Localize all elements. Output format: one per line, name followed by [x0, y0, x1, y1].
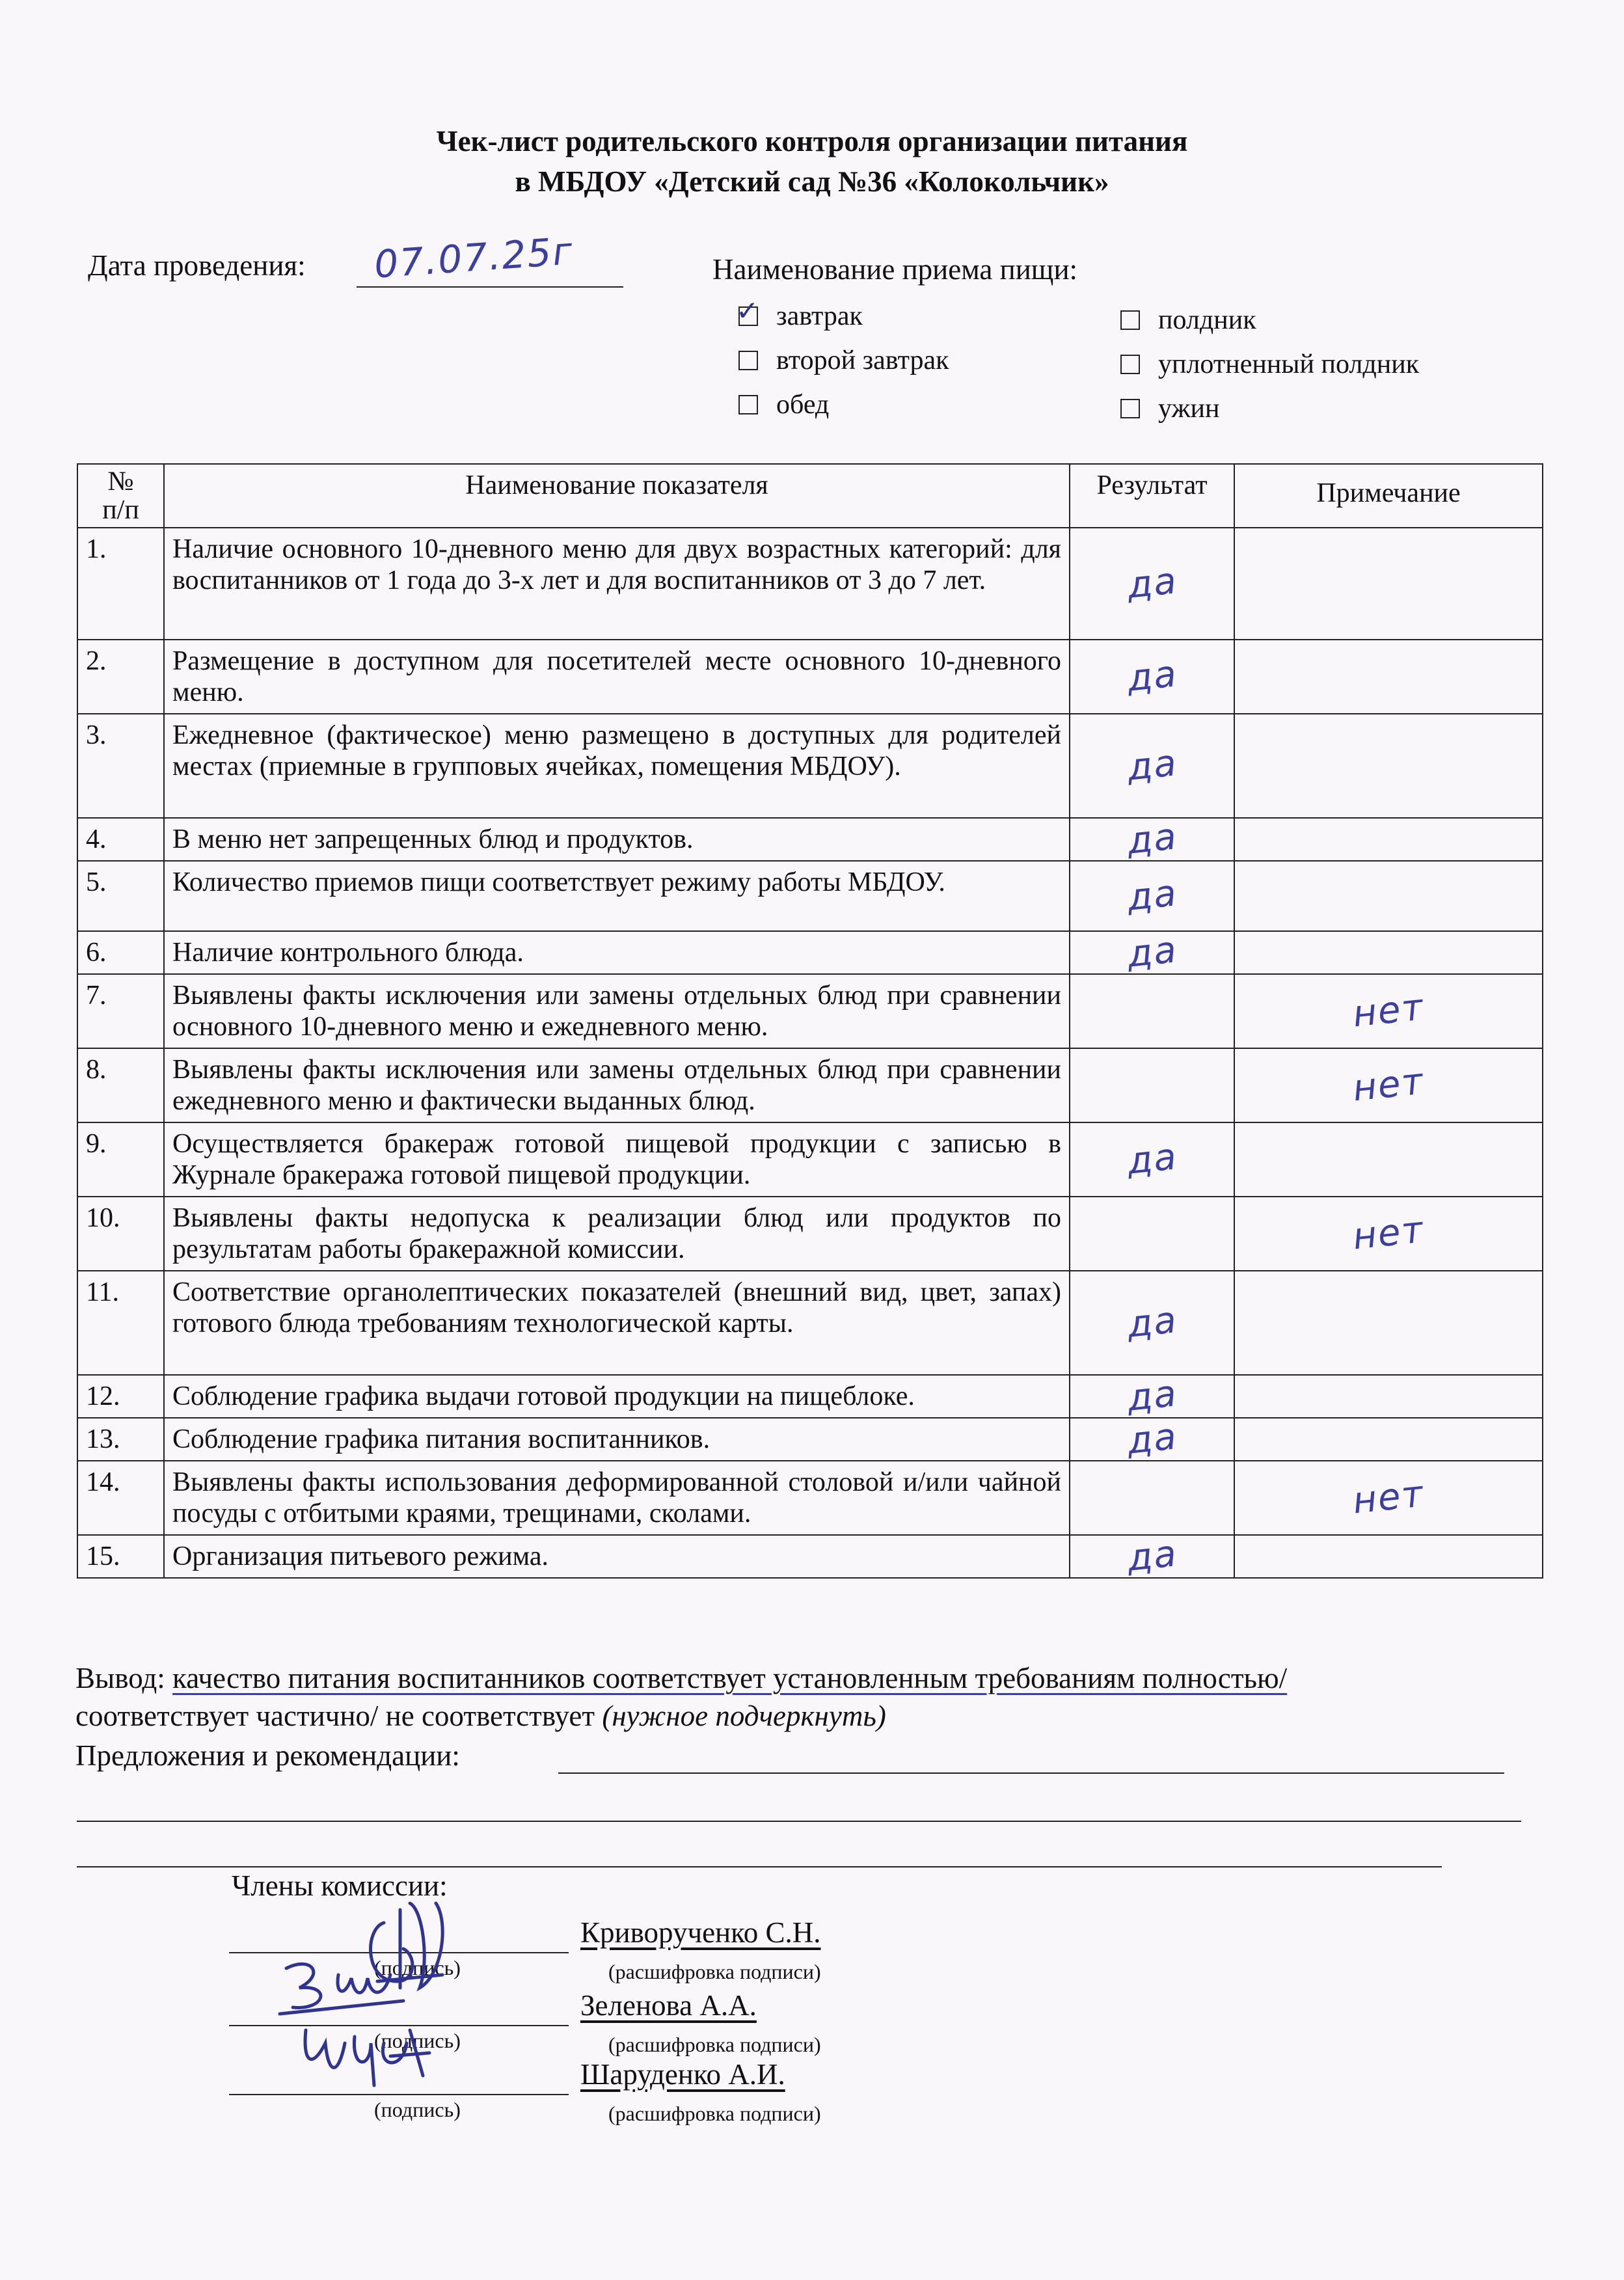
row-indicator: Организация питьевого режима. [164, 1535, 1070, 1578]
signature-2 [273, 1949, 416, 2020]
row-result[interactable] [1070, 1271, 1234, 1375]
result-value: да [1124, 1299, 1180, 1346]
row-result[interactable] [1070, 714, 1234, 818]
conclusion-line-2: соответствует частично/ не соответствует [75, 1700, 595, 1732]
row-result[interactable] [1070, 1532, 1234, 1580]
commission-label: Члены комиссии: [232, 1869, 448, 1902]
table-row [77, 640, 1543, 714]
meal-label: Наименование приема пищи: [712, 253, 1078, 286]
table-row [77, 974, 1543, 1048]
row-indicator: Ежедневное (фактическое) меню размещено в доступных для родителей местах (приемные в групповых ячейках, помещения МБДОУ). [164, 714, 1070, 818]
signature-caption: (подпись) [374, 2029, 461, 2052]
table-row [77, 1271, 1543, 1375]
table-row [77, 818, 1543, 861]
row-indicator: Соблюдение графика выдачи готовой продукции на пищеблоке. [164, 1375, 1070, 1418]
table-row [77, 1375, 1543, 1418]
row-indicator: Наличие контрольного блюда. [164, 931, 1070, 974]
row-note[interactable] [1234, 1461, 1543, 1535]
row-number: 12. [77, 1375, 164, 1418]
row-result[interactable] [1070, 1197, 1234, 1271]
header-name: Наименование показателя [164, 464, 1070, 528]
name-caption: (расшифровка подписи) [608, 1960, 821, 1983]
row-indicator: Выявлены факты исключения или замены отдельных блюд при сравнении основного 10-дневного меню и ежедневного меню. [164, 974, 1070, 1048]
signature-caption: (подпись) [374, 1956, 461, 1979]
header-num: № п/п [77, 464, 164, 528]
result-value: да [1124, 653, 1180, 700]
title-line-2: в МБДОУ «Детский сад №36 «Колокольчик» [515, 165, 1109, 198]
result-value: да [1124, 929, 1180, 976]
row-number: 10. [77, 1197, 164, 1271]
result-value: да [1124, 1415, 1180, 1463]
proposals-line-2[interactable] [77, 1821, 1521, 1822]
proposals-line-3[interactable] [77, 1866, 1442, 1867]
row-indicator: Выявлены факты использования деформированной столовой и/или чайной посуды с отбитыми краями, трещинами, сколами. [164, 1461, 1070, 1535]
row-note[interactable] [1234, 714, 1543, 818]
row-indicator: Количество приемов пищи соответствует режиму работы МБДОУ. [164, 861, 1070, 931]
date-line [357, 286, 623, 288]
meal-checkbox-breakfast[interactable] [736, 295, 759, 327]
row-note[interactable] [1234, 640, 1543, 714]
checkmark-icon: ✓ [736, 295, 759, 327]
row-result[interactable] [1070, 528, 1234, 640]
meal-checkbox-lunch[interactable] [738, 395, 758, 414]
table-row [77, 714, 1543, 818]
row-number: 9. [77, 1122, 164, 1197]
meal-checkbox-dense-afternoon-snack[interactable] [1120, 355, 1140, 374]
proposals-line-1[interactable] [558, 1772, 1504, 1774]
result-value: да [1124, 742, 1180, 789]
row-result[interactable] [1070, 1461, 1234, 1535]
meal-checkbox-afternoon-snack[interactable] [1120, 310, 1140, 330]
meal-label-lunch: обед [776, 390, 830, 420]
row-number: 1. [77, 528, 164, 640]
table-row [77, 528, 1543, 640]
row-note[interactable] [1234, 528, 1543, 640]
row-note[interactable] [1234, 1048, 1543, 1122]
table-row [77, 1418, 1543, 1461]
row-indicator: Наличие основного 10-дневного меню для двух возрастных категорий: для воспитанников от 1 года до 3-х лет и для воспитанников от 3 до 7 лет. [164, 528, 1070, 640]
table-row [77, 1197, 1543, 1271]
table-row [77, 931, 1543, 974]
row-result[interactable] [1070, 1122, 1234, 1197]
row-note[interactable] [1234, 1418, 1543, 1461]
meal-label-breakfast: завтрак [776, 301, 863, 331]
row-indicator: В меню нет запрещенных блюд и продуктов. [164, 818, 1070, 861]
result-value: да [1124, 1135, 1180, 1183]
row-number: 8. [77, 1048, 164, 1122]
result-value: да [1124, 560, 1180, 607]
row-indicator: Соответствие органолептических показателей (внешний вид, цвет, запах) готового блюда требованиям технологической карты. [164, 1271, 1070, 1375]
row-result[interactable] [1070, 1048, 1234, 1122]
row-result[interactable] [1070, 974, 1234, 1048]
checklist-rows [77, 528, 1543, 1578]
table-row [77, 861, 1543, 931]
row-note[interactable] [1234, 931, 1543, 974]
row-indicator: Осуществляется бракераж готовой пищевой продукции с записью в Журнале бракеража готовой пищевой продукции. [164, 1122, 1070, 1197]
row-number: 14. [77, 1461, 164, 1535]
row-result[interactable] [1070, 815, 1234, 863]
note-value: нет [1351, 1060, 1426, 1110]
conclusion-label: Вывод: [75, 1662, 165, 1694]
result-value: да [1124, 815, 1180, 863]
member-name: Шаруденко А.И. [580, 2058, 785, 2091]
note-value: нет [1351, 1472, 1426, 1523]
row-note[interactable] [1234, 1375, 1543, 1418]
meal-label-second-breakfast: второй завтрак [776, 346, 949, 375]
row-result[interactable] [1070, 1372, 1234, 1420]
row-note[interactable] [1234, 1535, 1543, 1578]
table-row [77, 1535, 1543, 1578]
row-indicator: Размещение в доступном для посетителей месте основного 10-дневного меню. [164, 640, 1070, 714]
title-line-1: Чек-лист родительского контроля организации питания [436, 125, 1188, 157]
conclusion [75, 1659, 1559, 1735]
row-number: 5. [77, 861, 164, 931]
header-note: Примечание [1234, 464, 1543, 528]
meal-option-second-breakfast[interactable] [738, 345, 949, 376]
row-note[interactable] [1234, 1197, 1543, 1271]
member-name: Зеленова А.А. [580, 1989, 757, 2022]
row-note[interactable] [1234, 1122, 1543, 1197]
date-value[interactable]: 07.07.25г [373, 228, 575, 287]
member-name: Криворученко С.Н. [580, 1916, 821, 1949]
meal-option-dense-afternoon-snack[interactable] [1120, 349, 1419, 380]
row-note[interactable] [1234, 861, 1543, 931]
meal-option-dinner[interactable] [1120, 393, 1219, 424]
conclusion-selected[interactable]: качество питания воспитанников соответствует установленным требованиям полностью/ [172, 1662, 1288, 1694]
row-result[interactable] [1070, 1415, 1234, 1463]
row-number: 7. [77, 974, 164, 1048]
table-row [77, 1461, 1543, 1535]
row-result[interactable] [1070, 931, 1234, 974]
signature-caption: (подпись) [374, 2098, 461, 2121]
signature-3 [293, 2017, 442, 2095]
conclusion-hint: (нужное подчеркнуть) [602, 1700, 886, 1732]
row-result[interactable] [1070, 640, 1234, 714]
row-note[interactable] [1234, 818, 1543, 861]
table-row [77, 1048, 1543, 1122]
row-indicator: Выявлены факты исключения или замены отдельных блюд при сравнении ежедневного меню и фактически выданных блюд. [164, 1048, 1070, 1122]
row-note[interactable] [1234, 974, 1543, 1048]
row-number: 4. [77, 818, 164, 861]
result-value: да [1124, 872, 1180, 919]
proposals-label: Предложения и рекомендации: [75, 1739, 460, 1772]
row-number: 2. [77, 640, 164, 714]
note-value: нет [1351, 986, 1426, 1036]
row-indicator: Выявлены факты недопуска к реализации блюд или продуктов по результатам работы бракеражной комиссии. [164, 1197, 1070, 1271]
row-note[interactable] [1234, 1271, 1543, 1375]
row-number: 11. [77, 1271, 164, 1375]
header-result: Результат [1070, 464, 1234, 528]
checklist-table [77, 463, 1543, 1579]
result-value: да [1124, 1532, 1180, 1580]
row-number: 15. [77, 1535, 164, 1578]
table-row [77, 1122, 1543, 1197]
note-value: нет [1351, 1208, 1426, 1258]
meal-label-dense-afternoon-snack: уплотненный полдник [1158, 349, 1420, 379]
name-caption: (расшифровка подписи) [608, 2033, 821, 2056]
meal-option-breakfast[interactable] [736, 295, 863, 332]
row-indicator: Соблюдение графика питания воспитанников. [164, 1418, 1070, 1461]
result-value: да [1124, 1372, 1180, 1420]
row-number: 6. [77, 931, 164, 974]
row-number: 13. [77, 1418, 164, 1461]
meal-checkbox-second-breakfast[interactable] [738, 351, 758, 370]
row-number: 3. [77, 714, 164, 818]
name-caption: (расшифровка подписи) [608, 2102, 821, 2125]
date-label: Дата проведения: [88, 249, 306, 282]
row-result[interactable] [1070, 861, 1234, 931]
meal-option-afternoon-snack[interactable] [1120, 305, 1256, 336]
meal-checkbox-dinner[interactable] [1120, 399, 1140, 418]
meal-label-afternoon-snack: полдник [1158, 305, 1256, 335]
meal-option-lunch[interactable] [738, 389, 829, 420]
meal-label-dinner: ужин [1158, 394, 1220, 424]
